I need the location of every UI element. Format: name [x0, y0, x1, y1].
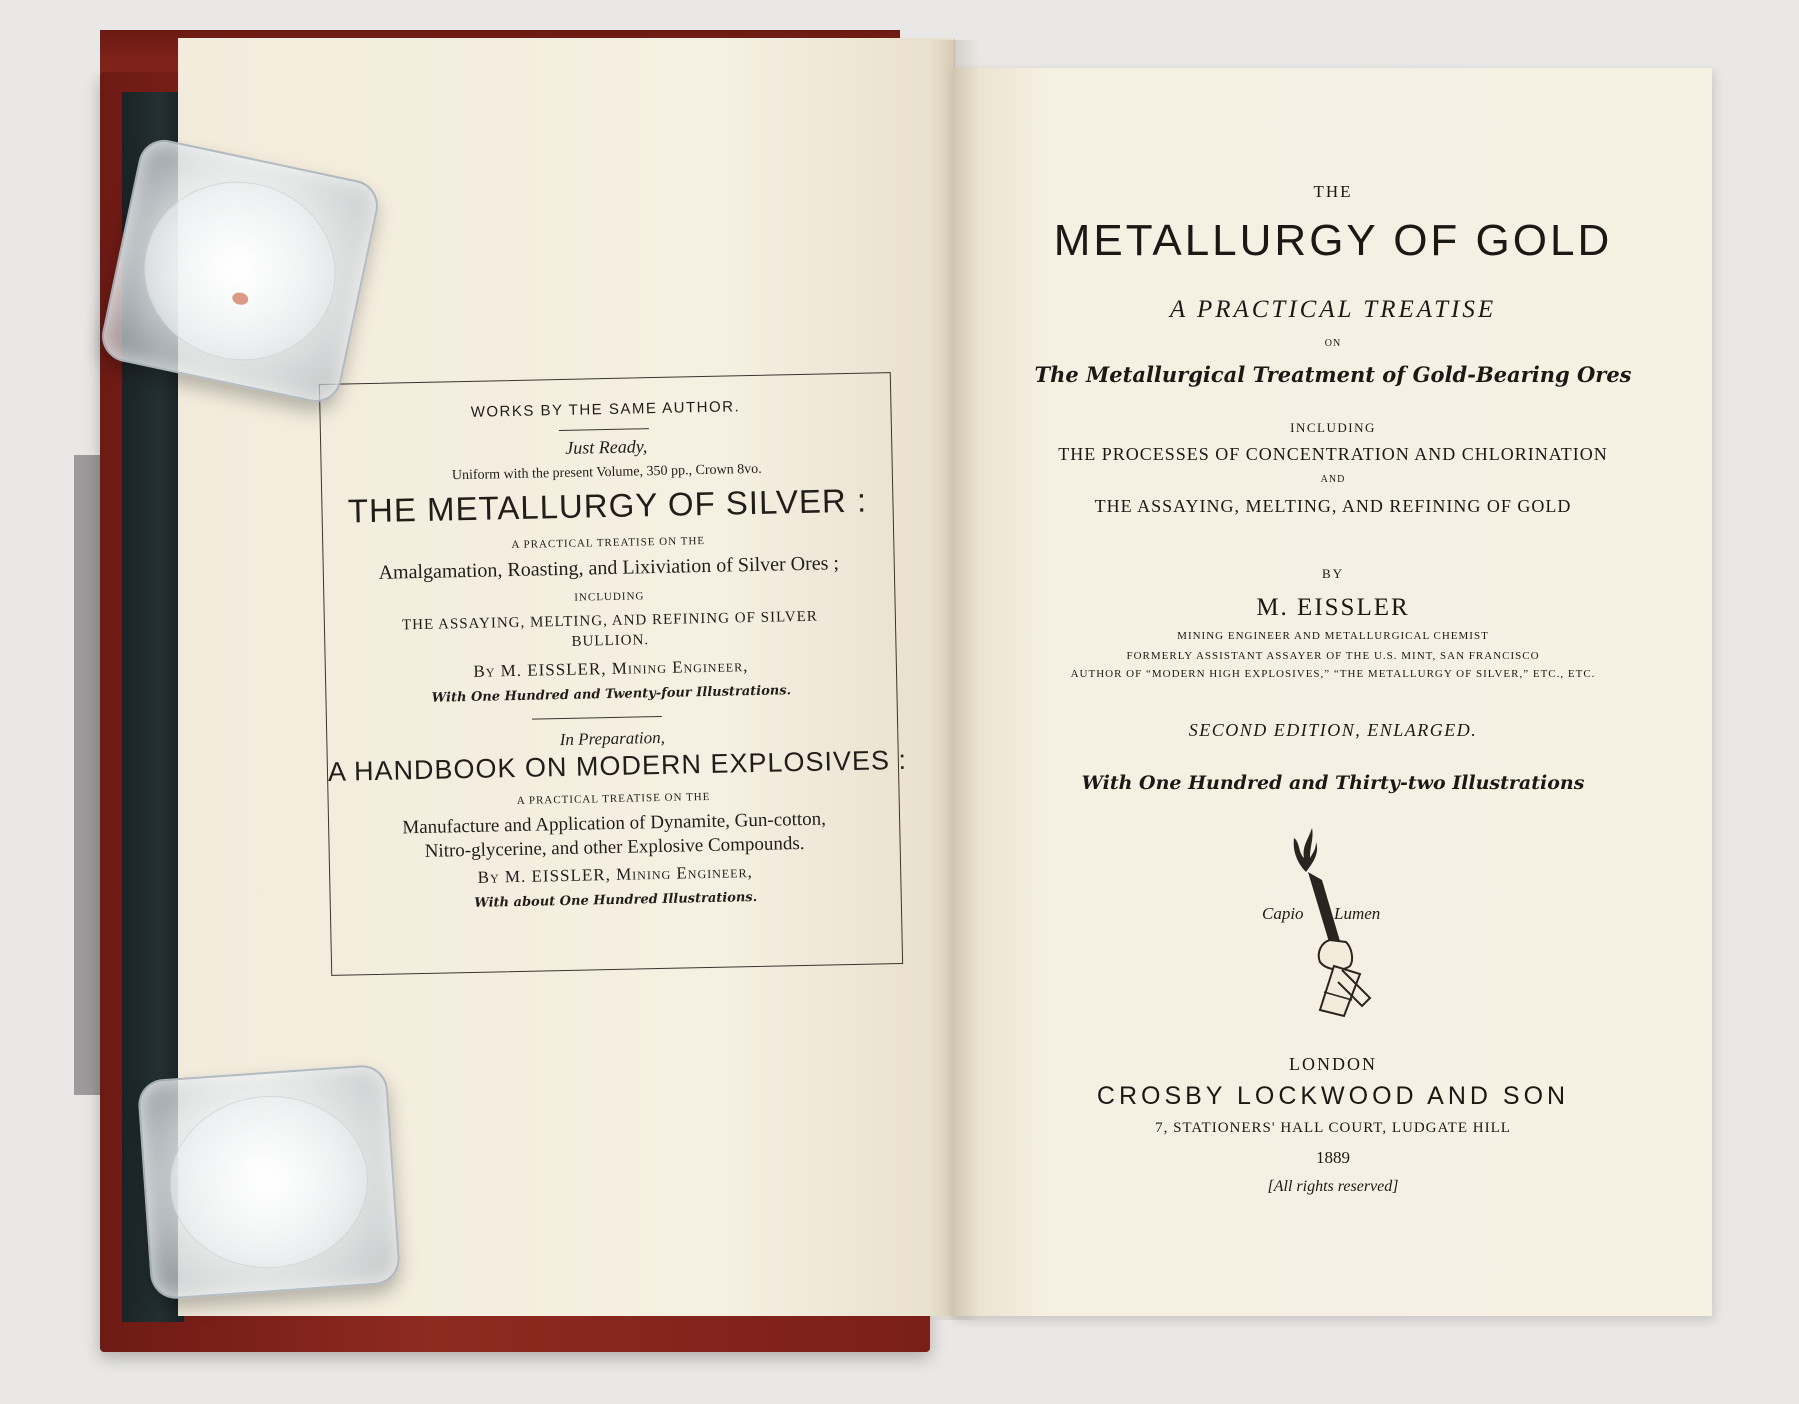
title-and: AND — [1320, 474, 1346, 485]
glass-weight-bottom-lens — [164, 1089, 374, 1274]
credential-3: AUTHOR OF “MODERN HIGH EXPLOSIVES,” “THE METALLURGY OF SILVER,” ETC., ETC. — [1070, 668, 1596, 680]
ad-just-ready: Just Ready, — [565, 436, 648, 458]
ad-header: WORKS BY THE SAME AUTHOR. — [470, 398, 741, 421]
title-on: ON — [1324, 338, 1342, 349]
publisher-name: CROSBY LOCKWOOD AND SON — [1096, 1082, 1570, 1110]
illustrations-count: With One Hundred and Thirty-two Illustrations — [1081, 772, 1585, 794]
book-title: METALLURGY OF GOLD — [1053, 216, 1613, 265]
credential-2: FORMERLY ASSISTANT ASSAYER OF THE U.S. MINT, SAN FRANCISCO — [1126, 650, 1540, 662]
glass-weight-top-lens — [128, 164, 353, 378]
title-processes: THE PROCESSES OF CONCENTRATION AND CHLORINATION — [1058, 444, 1608, 464]
advertisement-box — [319, 372, 908, 976]
title-including: INCLUDING — [1290, 420, 1376, 435]
ad-explosives-topic-1: Manufacture and Application of Dynamite, Gun-cotton, — [402, 808, 827, 839]
ad-silver-assay-2: BULLION. — [571, 632, 650, 650]
glass-weight-bottom — [137, 1064, 402, 1301]
ad-explosives-sub: A PRACTICAL TREATISE ON THE — [516, 790, 711, 807]
title-by: BY — [1321, 566, 1345, 581]
ad-silver-sub: A PRACTICAL TREATISE ON THE — [511, 535, 706, 552]
pub-year: 1889 — [1316, 1148, 1350, 1167]
ad-silver-title: THE METALLURGY OF SILVER : — [347, 481, 868, 530]
book-topic: The Metallurgical Treatment of Gold-Bearing Ores — [1034, 362, 1632, 387]
ad-silver-author: By M. EISSLER, Mining Engineer, — [473, 656, 749, 681]
ad-rule-top — [559, 428, 649, 431]
ad-including: INCLUDING — [574, 590, 645, 604]
ad-uniform: Uniform with the present Volume, 350 pp., Crown 8vo. — [451, 461, 762, 484]
ad-silver-assay-1: THE ASSAYING, MELTING, AND REFINING OF SILVER — [401, 608, 818, 634]
title-assaying: THE ASSAYING, MELTING, AND REFINING OF GOLD — [1094, 496, 1572, 516]
ad-silver-illus: With One Hundred and Twenty-four Illustrations. — [431, 683, 792, 706]
edition: SECOND EDITION, ENLARGED. — [1188, 720, 1478, 740]
pub-city: LONDON — [1289, 1054, 1377, 1074]
ad-explosives-illus: With about One Hundred Illustrations. — [474, 889, 758, 911]
book-subtitle: A PRACTICAL TREATISE — [1169, 296, 1497, 323]
emblem-motto-right: Lumen — [1334, 904, 1381, 923]
ad-silver-topic: Amalgamation, Roasting, and Lixiviation of Silver Ores ; — [378, 552, 840, 584]
publisher-address: 7, STATIONERS' HALL COURT, LUDGATE HILL — [1155, 1120, 1511, 1136]
ad-explosives-author: By M. EISSLER, Mining Engineer, — [477, 862, 753, 887]
rights-reserved: [All rights reserved] — [1267, 1178, 1399, 1195]
ad-rule-middle — [532, 716, 662, 720]
emblem-motto-left: Capio — [1262, 904, 1304, 923]
author-name: M. EISSLER — [1256, 594, 1410, 621]
ad-explosives-topic-2: Nitro-glycerine, and other Explosive Compounds. — [424, 832, 805, 862]
ad-in-prep: In Preparation, — [559, 727, 666, 750]
credential-1: MINING ENGINEER AND METALLURGICAL CHEMIST — [1177, 630, 1489, 642]
title-the: THE — [1313, 182, 1353, 201]
ad-explosives-title: A HANDBOOK ON MODERN EXPLOSIVES : — [327, 744, 908, 787]
